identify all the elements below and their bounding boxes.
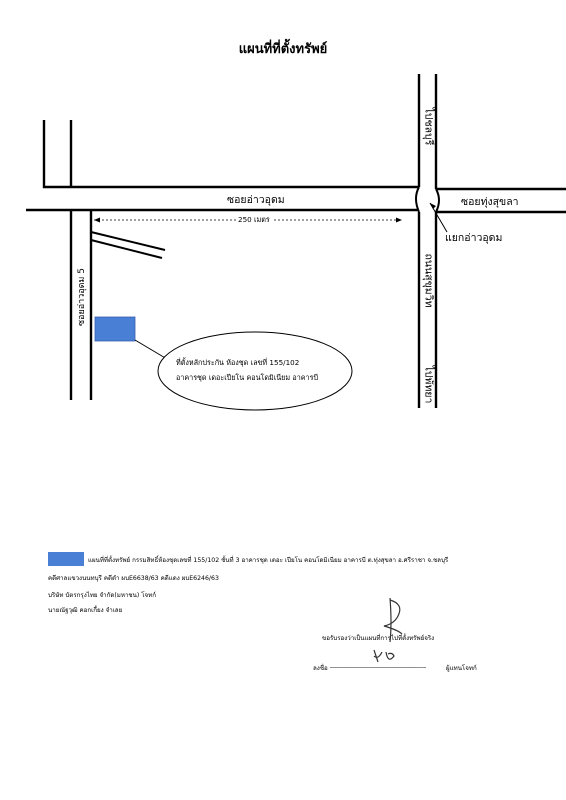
defendant-line: นายณัฐวุฒิ คอกเกี้ยง จำเลย xyxy=(48,607,123,614)
road-edge xyxy=(91,240,162,258)
road-edge xyxy=(91,232,165,250)
certification-statement: ขอรับรองว่าเป็นแผนที่การไปที่ตั้งทรัพย์จริง xyxy=(322,635,435,642)
property-marker xyxy=(95,317,135,341)
legend-swatch xyxy=(48,552,84,566)
sign-label: ลงชื่อ xyxy=(313,665,328,672)
to-chonburi-label: ไปชลบุรี xyxy=(422,107,435,146)
road-edge xyxy=(44,120,419,187)
page-title: แผนที่ที่ตั้งทรัพย์ xyxy=(238,42,328,57)
to-pattaya-label: ไปพัทยา xyxy=(422,365,435,404)
signer-role: ผู้แทนโจทก์ xyxy=(446,665,477,672)
road-label-right-soi: ซอยทุ่งสุขลา xyxy=(461,196,519,208)
case-line: คดีศาลแขวงนนทบุรี คดีดำ ผบE6638/63 คดีแดง ผบE6246/63 xyxy=(48,575,219,582)
road-label-main-soi: ซอยอ่าวอุดม xyxy=(227,194,285,206)
callout-bubble xyxy=(158,332,352,410)
junction-label: แยกอ่าวอุดม xyxy=(445,232,503,244)
side-soi-label: ซอยอ่าวอุดม 5 xyxy=(77,267,87,327)
road-edge xyxy=(436,189,439,212)
signature-mark xyxy=(368,594,408,666)
callout-line-1: ที่ตั้งหลักประกัน ห้องชุด เลขที่ 155/102 xyxy=(176,358,300,367)
callout-line-2: อาคารชุด เดอะเปียโน คอนโดมิเนียม อาคารบี xyxy=(176,373,319,382)
distance-label: 250 เมตร xyxy=(238,215,270,224)
sign-line: _______________________________ xyxy=(330,661,426,668)
plaintiff-line: บริษัท บัตรกรุงไทย จำกัด(มหาชน) โจทก์ xyxy=(48,592,157,599)
highway-label: ถนนสุขุมวิท xyxy=(422,253,435,308)
road-edge xyxy=(416,187,419,212)
legend-text: แผนที่ที่ตั้งทรัพย์ กรรมสิทธิ์ห้องชุดเลขที่ 155/102 ชั้นที่ 3 อาคารชุด เดอะ เปียโน คอนโดมิเนียม อาคารบี ต.ทุ่งสุขลา อ.ศรีราชา จ.ชลบุรี xyxy=(88,557,449,564)
arrow-right-icon xyxy=(396,218,402,223)
arrow-head-icon xyxy=(430,203,436,209)
arrow-left-icon xyxy=(94,218,100,223)
